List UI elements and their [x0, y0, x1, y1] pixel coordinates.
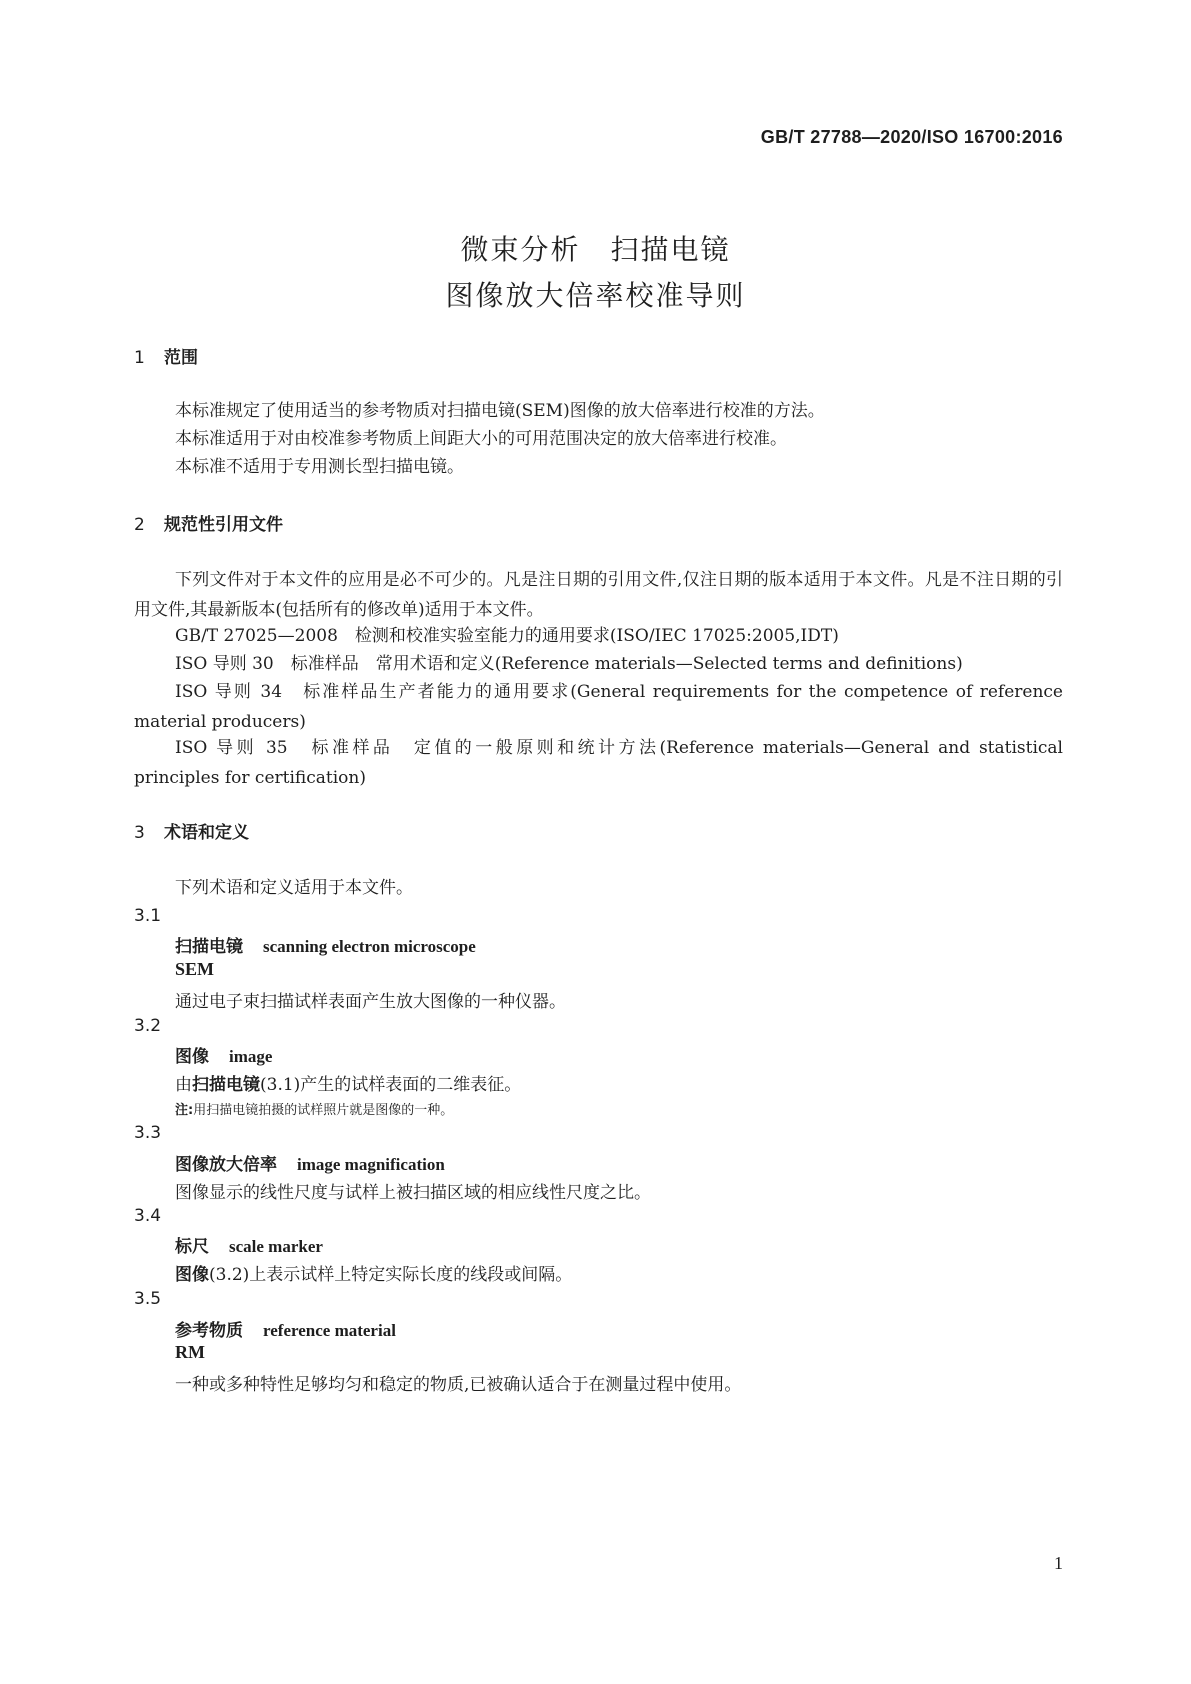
note — [175, 1099, 453, 1118]
term-abbreviation: SEM — [175, 959, 215, 979]
definition-text: (3.1)产生的试样表面的二维表征。 — [260, 1075, 522, 1095]
term-zh: 标尺 — [175, 1237, 209, 1257]
paragraph: 下列术语和定义适用于本文件。 — [175, 878, 413, 898]
term-heading — [175, 1232, 323, 1257]
term-definition: 图像显示的线性尺度与试样上被扫描区域的相应线性尺度之比。 — [175, 1183, 651, 1203]
page-number: 1 — [1054, 1553, 1063, 1573]
term-heading — [175, 1150, 445, 1175]
term-definition: 通过电子束扫描试样表面产生放大图像的一种仪器。 — [175, 992, 566, 1012]
reference-item: GB/T 27025—2008 检测和校准实验室能力的通用要求(ISO/IEC 17025:2005,IDT) — [175, 626, 839, 646]
note-label: 注: — [175, 1103, 194, 1118]
section-3-heading — [134, 818, 249, 843]
term-en: image magnification — [297, 1155, 445, 1174]
section-title: 规范性引用文件 — [164, 515, 283, 535]
paragraph: 本标准不适用于专用测长型扫描电镜。 — [175, 457, 464, 477]
term-en: scale marker — [229, 1237, 323, 1256]
term-number: 3.3 — [134, 1123, 162, 1143]
reference-item: ISO 导则 35 标准样品 定值的一般原则和统计方法(Reference materials—General and statistical principles for certification) — [134, 738, 1063, 788]
term-heading — [175, 1316, 396, 1341]
term-en: reference material — [263, 1321, 396, 1340]
section-1-heading — [134, 343, 198, 368]
term-zh: 参考物质 — [175, 1321, 243, 1341]
section-2-heading — [134, 510, 283, 535]
term-en: image — [229, 1047, 273, 1066]
term-definition: 一种或多种特性足够均匀和稳定的物质,已被确认适合于在测量过程中使用。 — [175, 1375, 742, 1395]
term-zh: 图像放大倍率 — [175, 1155, 277, 1175]
section-title: 范围 — [164, 348, 198, 368]
term-number: 3.1 — [134, 906, 162, 926]
section-number: 2 — [134, 515, 145, 535]
section-number: 3 — [134, 823, 145, 843]
term-number: 3.2 — [134, 1016, 162, 1036]
term-number: 3.4 — [134, 1206, 162, 1226]
reference-item: ISO 导则 34 标准样品生产者能力的通用要求(General requirements for the competence of reference material producers) — [134, 682, 1063, 732]
term-heading — [175, 1042, 272, 1067]
term-zh: 图像 — [175, 1047, 209, 1067]
definition-text: 由 — [175, 1075, 192, 1095]
paragraph: 下列文件对于本文件的应用是必不可少的。凡是注日期的引用文件,仅注日期的版本适用于本文件。凡是不注日期的引用文件,其最新版本(包括所有的修改单)适用于本文件。 — [134, 570, 1063, 620]
title-line-2: 图像放大倍率校准导则 — [445, 279, 746, 312]
standard-code: GB/T 27788—2020/ISO 16700:2016 — [760, 127, 1063, 147]
term-number: 3.5 — [134, 1289, 162, 1309]
term-reference: 扫描电镜 — [192, 1075, 260, 1095]
term-heading — [175, 932, 476, 957]
title-line-1: 微束分析 扫描电镜 — [460, 233, 731, 266]
definition-text: (3.2)上表示试样上特定实际长度的线段或间隔。 — [209, 1265, 573, 1285]
section-title: 术语和定义 — [164, 823, 249, 843]
term-definition — [175, 1260, 572, 1285]
term-definition — [175, 1070, 521, 1095]
paragraph: 本标准适用于对由校准参考物质上间距大小的可用范围决定的放大倍率进行校准。 — [175, 429, 787, 449]
reference-item: ISO 导则 30 标准样品 常用术语和定义(Reference materials—Selected terms and definitions) — [175, 654, 963, 674]
section-number: 1 — [134, 348, 145, 368]
term-zh: 扫描电镜 — [175, 937, 243, 957]
term-reference: 图像 — [175, 1265, 209, 1285]
term-abbreviation: RM — [175, 1342, 205, 1362]
term-en: scanning electron microscope — [263, 937, 476, 956]
paragraph: 本标准规定了使用适当的参考物质对扫描电镜(SEM)图像的放大倍率进行校准的方法。 — [175, 401, 825, 421]
note-text: 用扫描电镜拍摄的试样照片就是图像的一种。 — [193, 1103, 454, 1118]
